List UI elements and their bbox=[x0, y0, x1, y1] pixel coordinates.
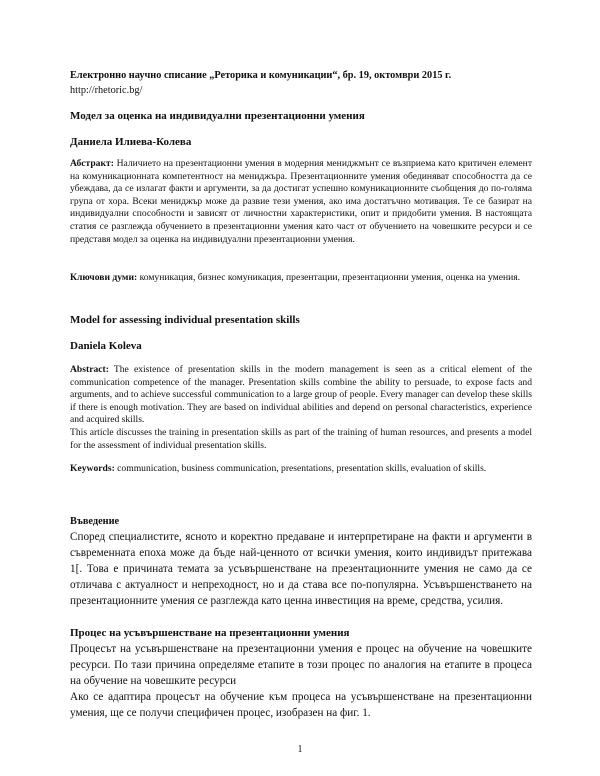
title-bg: Модел за оценка на индивидуални презентационни умения bbox=[70, 110, 365, 122]
author-en: Daniela Koleva bbox=[70, 340, 142, 352]
page-number: 1 bbox=[297, 744, 303, 755]
process-paragraph-1: Процесът на усъвършенстване на презентационни умения е процес на обучение на човешките ресурси. По тази причина определяме етапите в този процес по аналогия на етапите в процеса на обучение на човешките ресурси bbox=[70, 643, 532, 687]
keywords-bg-label: Ключови думи: bbox=[70, 272, 138, 283]
abstract-bg-text: Наличието на презентационни умения в модерния мениджмънт се възприема като критичен елемент на комуникационната компетентност на мениджъра. Презентационните умения обединяват способността да се убеждава, да се излагат факти и аргументи, за да достигат успешно комуникационните съобщения до по-голяма група от хора. Всеки мениджър може да развие тези умения, ако има достатъчно мотивация. Те се базират на индивидуални способности и зависят от личностни характеристики, опит и придобити умения. В настоящата статия се разглежда обучението в презентационни умения като част от обучението на човешките ресурси и се представя модел за оценка на индивидуални презентационни умения. bbox=[70, 158, 533, 245]
title-en: Model for assessing individual presentation skills bbox=[70, 314, 300, 326]
keywords-en-text: communication, business communication, presentations, presentation skills, evaluation of skills. bbox=[117, 463, 487, 474]
abstract-bg-label: Абстракт: bbox=[70, 158, 114, 169]
keywords-bg-text: комуникация, бизнес комуникация, презентации, презентационни умения, оценка на умения. bbox=[139, 272, 521, 283]
abstract-bg bbox=[70, 158, 532, 246]
intro-heading: Въведение bbox=[70, 516, 120, 527]
abstract-en-text: The existence of presentation skills in the modern management is seen as a critical element of the communication competence of the manager. Presentation skills combine the ability to persuade, to expose facts and arguments, and to achieve successful communication to a large group of people. Every manager can develop these skills if there is enough motivation. They are based on individual abilities and depend on personal characteristics, experience and acquired skills. bbox=[70, 364, 532, 426]
intro-paragraph: Според специалистите, ясното и коректно предаване и интерпретиране на факти и аргументи в съвременната епоха може да бъде най-ценното от всички умения, които индивидът притежава 1[. Това е причината темата за усъвършенстване на презентационните умения не само да се отличава с актуалност и непреходност, но и да става все по-популярна. Усъвършенстването на презентационните умения се разглежда като ценна инвестиция на време, средства, усилия. bbox=[70, 531, 532, 607]
abstract-en-label: Abstract: bbox=[70, 364, 109, 375]
process-paragraph-2: Ако се адаптира процесът на обучение към процеса на усъвършенстване на презентационни умения, ще се получи специфичен процес, изобразен на фиг. 1. bbox=[70, 691, 532, 719]
author-bg: Даниела Илиева-Колева bbox=[70, 136, 192, 148]
keywords-en-label: Keywords: bbox=[70, 463, 115, 474]
process-section bbox=[70, 641, 532, 721]
journal-header: Електронно научно списание „Реторика и комуникации“, бр. 19, октомври 2015 г. bbox=[70, 70, 452, 81]
abstract-en-text-2: This article discusses the training in presentation skills as part of the training of human resources, and presents a model for the assessment of individual presentation skills. bbox=[70, 426, 532, 451]
keywords-en bbox=[70, 463, 532, 476]
abstract-en bbox=[70, 364, 532, 452]
process-heading: Процес на усъвършенстване на презентационни умения bbox=[70, 627, 350, 639]
journal-url[interactable]: http://rhetoric.bg/ bbox=[70, 85, 143, 96]
keywords-bg bbox=[70, 272, 532, 285]
